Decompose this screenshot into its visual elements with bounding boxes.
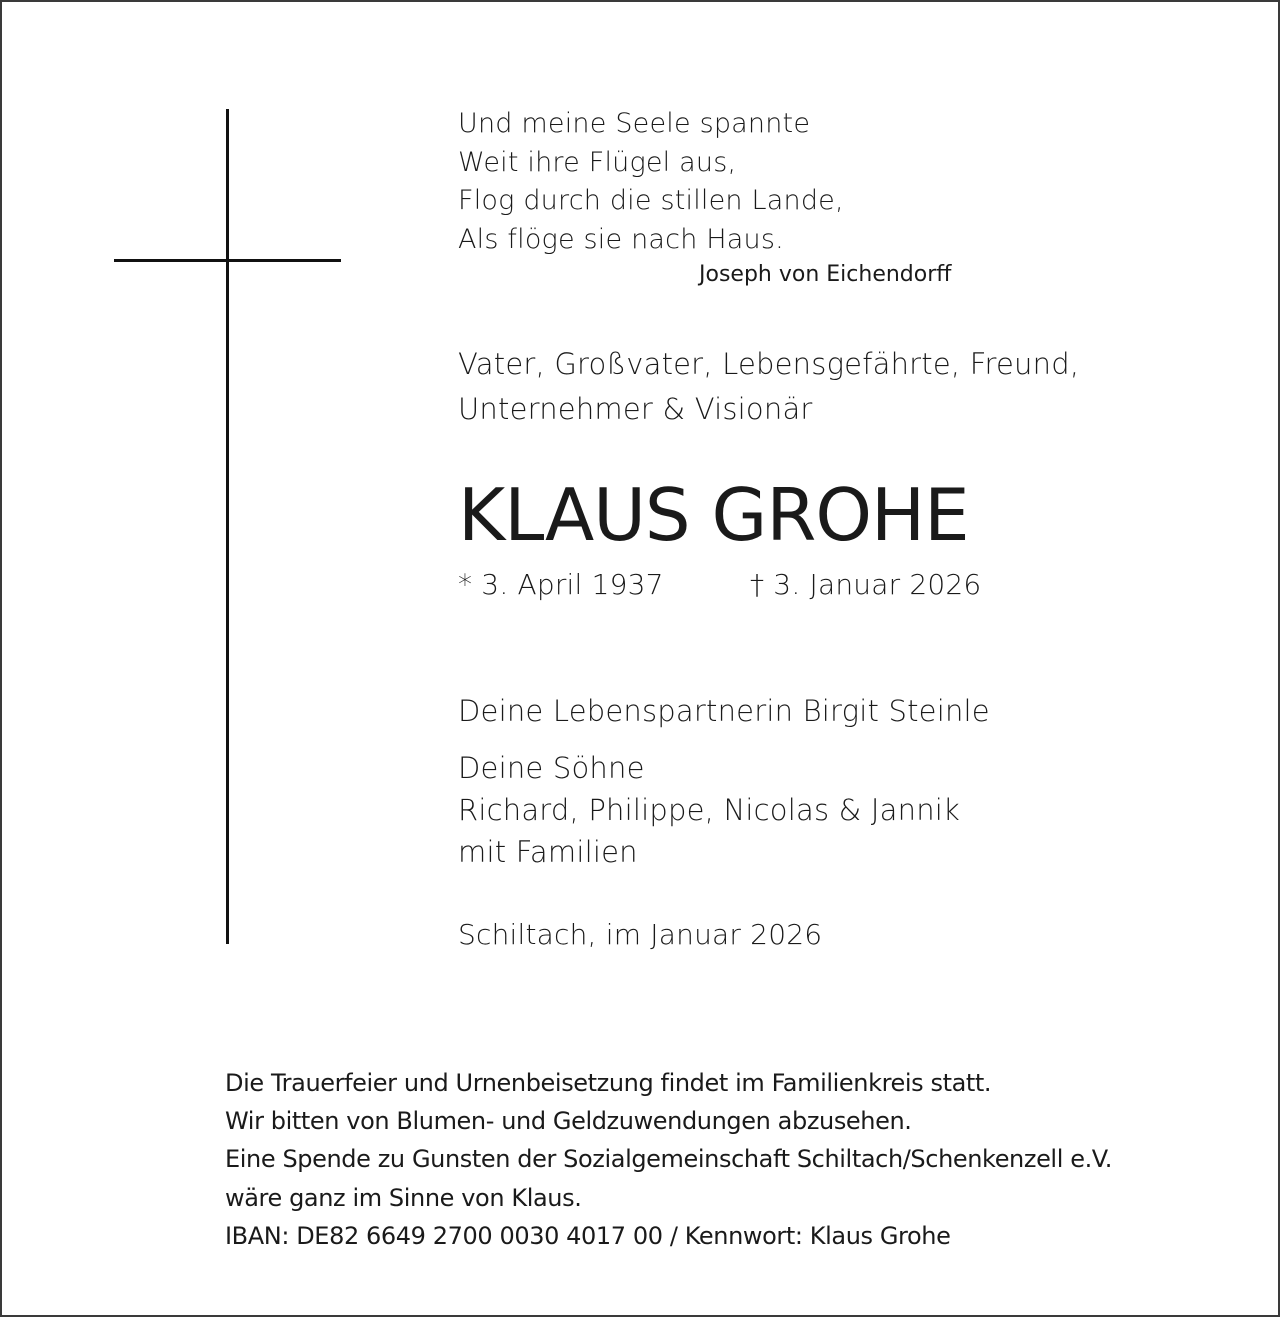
footer-line: IBAN: DE82 6649 2700 0030 4017 00 / Kennwort: Klaus Grohe (225, 1221, 951, 1250)
poem-line: Als flöge sie nach Haus. (458, 223, 784, 255)
roles-line: Vater, Großvater, Lebensgefährte, Freund, (458, 347, 1080, 381)
poem-line: Weit ihre Flügel aus, (458, 146, 737, 178)
birth-date: * 3. April 1937 (458, 568, 664, 601)
sons-suffix: mit Familien (458, 835, 638, 869)
footer-line: Wir bitten von Blumen- und Geldzuwendungen abzusehen. (225, 1107, 912, 1136)
cross-icon (226, 109, 229, 944)
poem-author: Joseph von Eichendorff (699, 262, 952, 287)
funeral-notes (225, 1064, 1112, 1255)
sons-heading: Deine Söhne (458, 751, 645, 785)
mourner-sons (458, 747, 960, 873)
poem (458, 105, 844, 259)
sons-names: Richard, Philippe, Nicolas & Jannik (458, 793, 961, 827)
mourner-partner: Deine Lebenspartnerin Birgit Steinle (458, 694, 990, 728)
place-date: Schiltach, im Januar 2026 (458, 918, 823, 951)
death-date: † 3. Januar 2026 (750, 568, 982, 601)
roles-line: Unternehmer & Visionär (458, 392, 813, 426)
poem-line: Flog durch die stillen Lande, (458, 185, 844, 216)
deceased-name: KLAUS GROHE (458, 473, 969, 557)
footer-line: Die Trauerfeier und Urnenbeisetzung findet im Familienkreis statt. (225, 1069, 992, 1097)
cross-icon-crossbar (114, 259, 341, 262)
footer-line: Eine Spende zu Gunsten der Sozialgemeinschaft Schiltach/Schenkenzell e.V. (225, 1145, 1112, 1174)
poem-line: Und meine Seele spannte (458, 108, 811, 139)
footer-line: wäre ganz im Sinne von Klaus. (225, 1183, 582, 1212)
roles (458, 342, 1079, 432)
